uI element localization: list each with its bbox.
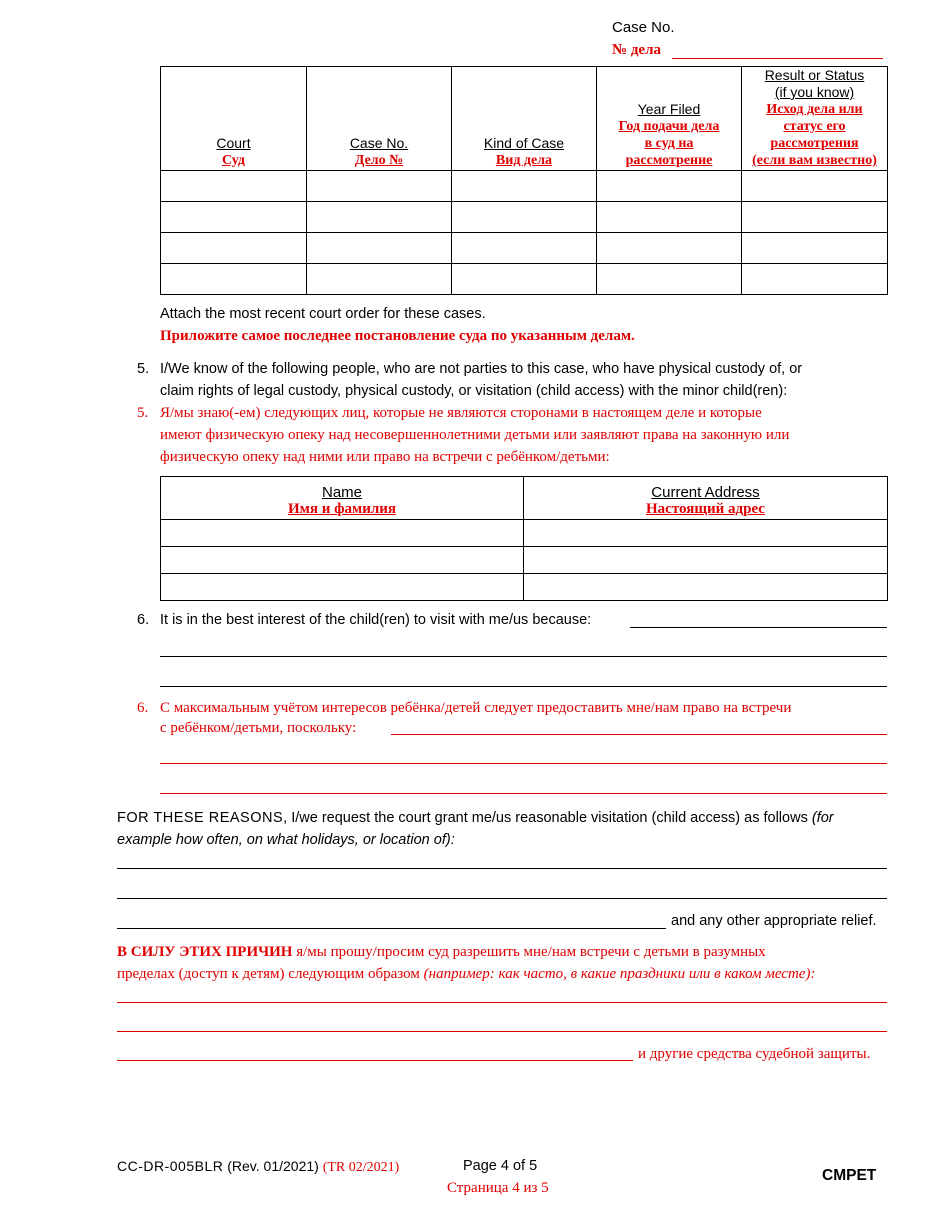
col-kind-of-case: Kind of Case Вид дела	[452, 67, 597, 171]
item-6-number: 6.	[137, 612, 150, 628]
reasons-lead: FOR THESE REASONS	[117, 810, 284, 826]
reasons-ru-l2: пределах (доступ к детям) следующим образом	[117, 966, 420, 982]
table-row	[161, 547, 888, 574]
item-6-answer-ru-line1[interactable]	[391, 734, 887, 735]
item-6-number-ru: 6.	[137, 700, 149, 716]
result-cell[interactable]	[742, 171, 888, 202]
year-cell[interactable]	[597, 171, 742, 202]
item-6-answer-line1[interactable]	[630, 627, 887, 628]
item-5-text-line1: I/We know of the following people, who are not parties to this case, who have physical custody of, or	[160, 361, 803, 377]
col-year-filed: Year Filed Год подачи дела в суд на рассмотрение	[597, 67, 742, 171]
item-6-text-ru-line1: С максимальным учётом интересов ребёнка/детей следует предоставить мне/нам право на встречи	[160, 700, 792, 716]
kind-cell[interactable]	[452, 202, 597, 233]
people-table	[160, 476, 888, 601]
table-row	[161, 520, 888, 547]
item-5-number: 5.	[137, 361, 150, 377]
court-cell[interactable]	[161, 171, 307, 202]
item-6-answer-line2[interactable]	[160, 656, 887, 657]
reasons-ru-relief: и другие средства судебной защиты.	[638, 1046, 871, 1062]
reasons-italic-2: example how often, on what holidays, or location of):	[117, 832, 455, 848]
page-number-ru: Страница 4 из 5	[447, 1180, 549, 1196]
item-5-text-ru-line2: имеют физическую опеку над несовершеннолетними детьми или заявляют права на законную или	[160, 427, 790, 443]
item-6-text-ru-line2: с ребёнком/детьми, поскольку:	[160, 720, 357, 736]
item-6-answer-line3[interactable]	[160, 686, 887, 687]
table-row	[161, 202, 888, 233]
footer-form-id	[117, 1158, 399, 1176]
cases-table	[160, 66, 888, 295]
court-cell[interactable]	[161, 264, 307, 295]
table-row	[161, 171, 888, 202]
reasons-ru-answer-line1[interactable]	[117, 1002, 887, 1003]
reasons-ru-line2	[117, 963, 815, 985]
form-code: CC-DR-005BLR	[117, 1158, 224, 1174]
attach-note-ru: Приложите самое последнее постановление суда по указанным делам.	[160, 328, 635, 344]
col-case-no: Case No. Дело №	[307, 67, 452, 171]
reasons-text-line1	[117, 807, 834, 829]
item-6-text: It is in the best interest of the child(ren) to visit with me/us because:	[160, 612, 592, 628]
reasons-answer-line1[interactable]	[117, 868, 887, 869]
case-no-cell[interactable]	[307, 264, 452, 295]
case-no-cell[interactable]	[307, 233, 452, 264]
reasons-answer-line2[interactable]	[117, 898, 887, 899]
name-cell[interactable]	[161, 574, 524, 601]
people-table-header-row	[161, 477, 888, 520]
item-5-number-ru: 5.	[137, 405, 149, 421]
kind-cell[interactable]	[452, 233, 597, 264]
form-tr: (TR 02/2021)	[322, 1160, 400, 1175]
item-6-answer-ru-line3[interactable]	[160, 793, 887, 794]
reasons-ru-lead: В СИЛУ ЭТИХ ПРИЧИН	[117, 944, 293, 960]
court-cell[interactable]	[161, 202, 307, 233]
case-no-label: Case No.	[612, 19, 675, 36]
form-rev: (Rev. 01/2021)	[227, 1158, 319, 1174]
item-6-answer-ru-line2[interactable]	[160, 763, 887, 764]
case-no-field[interactable]	[672, 58, 883, 59]
cases-table-header-row	[161, 67, 888, 171]
reasons-relief: and any other appropriate relief.	[671, 913, 877, 929]
item-5-text-ru-line3: физическую опеку над ними или право на встречи с ребёнком/детьми:	[160, 449, 610, 465]
year-cell[interactable]	[597, 202, 742, 233]
reasons-ru-answer-line3[interactable]	[117, 1060, 633, 1061]
item-5-text-ru-line1: Я/мы знаю(-ем) следующих лиц, которые не являются сторонами в настоящем деле и которые	[160, 405, 762, 421]
reasons-rest: , I/we request the court grant me/us reasonable visitation (child access) as follows	[283, 810, 808, 826]
case-no-cell[interactable]	[307, 202, 452, 233]
reasons-ru-answer-line2[interactable]	[117, 1031, 887, 1032]
case-no-label-ru: № дела	[612, 42, 661, 58]
table-row	[161, 264, 888, 295]
address-cell[interactable]	[524, 574, 888, 601]
name-cell[interactable]	[161, 520, 524, 547]
case-no-cell[interactable]	[307, 171, 452, 202]
col-current-address: Current Address Настоящий адрес	[524, 477, 888, 520]
table-row	[161, 233, 888, 264]
court-cell[interactable]	[161, 233, 307, 264]
address-cell[interactable]	[524, 520, 888, 547]
address-cell[interactable]	[524, 547, 888, 574]
item-5-text-line2: claim rights of legal custody, physical custody, or visitation (child access) with the minor child(ren):	[160, 383, 788, 399]
year-cell[interactable]	[597, 264, 742, 295]
reasons-answer-line3[interactable]	[117, 928, 666, 929]
result-cell[interactable]	[742, 264, 888, 295]
name-cell[interactable]	[161, 547, 524, 574]
table-row	[161, 574, 888, 601]
attach-note: Attach the most recent court order for these cases.	[160, 306, 486, 322]
year-cell[interactable]	[597, 233, 742, 264]
result-cell[interactable]	[742, 233, 888, 264]
reasons-ru-italic: (например: как часто, в какие праздники или в каком месте):	[423, 966, 816, 982]
reasons-italic-1: (for	[811, 810, 834, 826]
cmpet-label: CMPET	[822, 1167, 877, 1184]
result-cell[interactable]	[742, 202, 888, 233]
col-court: Court Суд	[161, 67, 307, 171]
reasons-ru-line1	[117, 941, 766, 963]
kind-cell[interactable]	[452, 171, 597, 202]
kind-cell[interactable]	[452, 264, 597, 295]
reasons-ru-rest: я/мы прошу/просим суд разрешить мне/нам встречи с детьми в разумных	[296, 944, 766, 960]
col-name: Name Имя и фамилия	[161, 477, 524, 520]
col-result-status: Result or Status (if you know) Исход дела или статус его рассмотрения (если вам известно)	[742, 67, 888, 171]
page-number: Page 4 of 5	[463, 1158, 538, 1174]
